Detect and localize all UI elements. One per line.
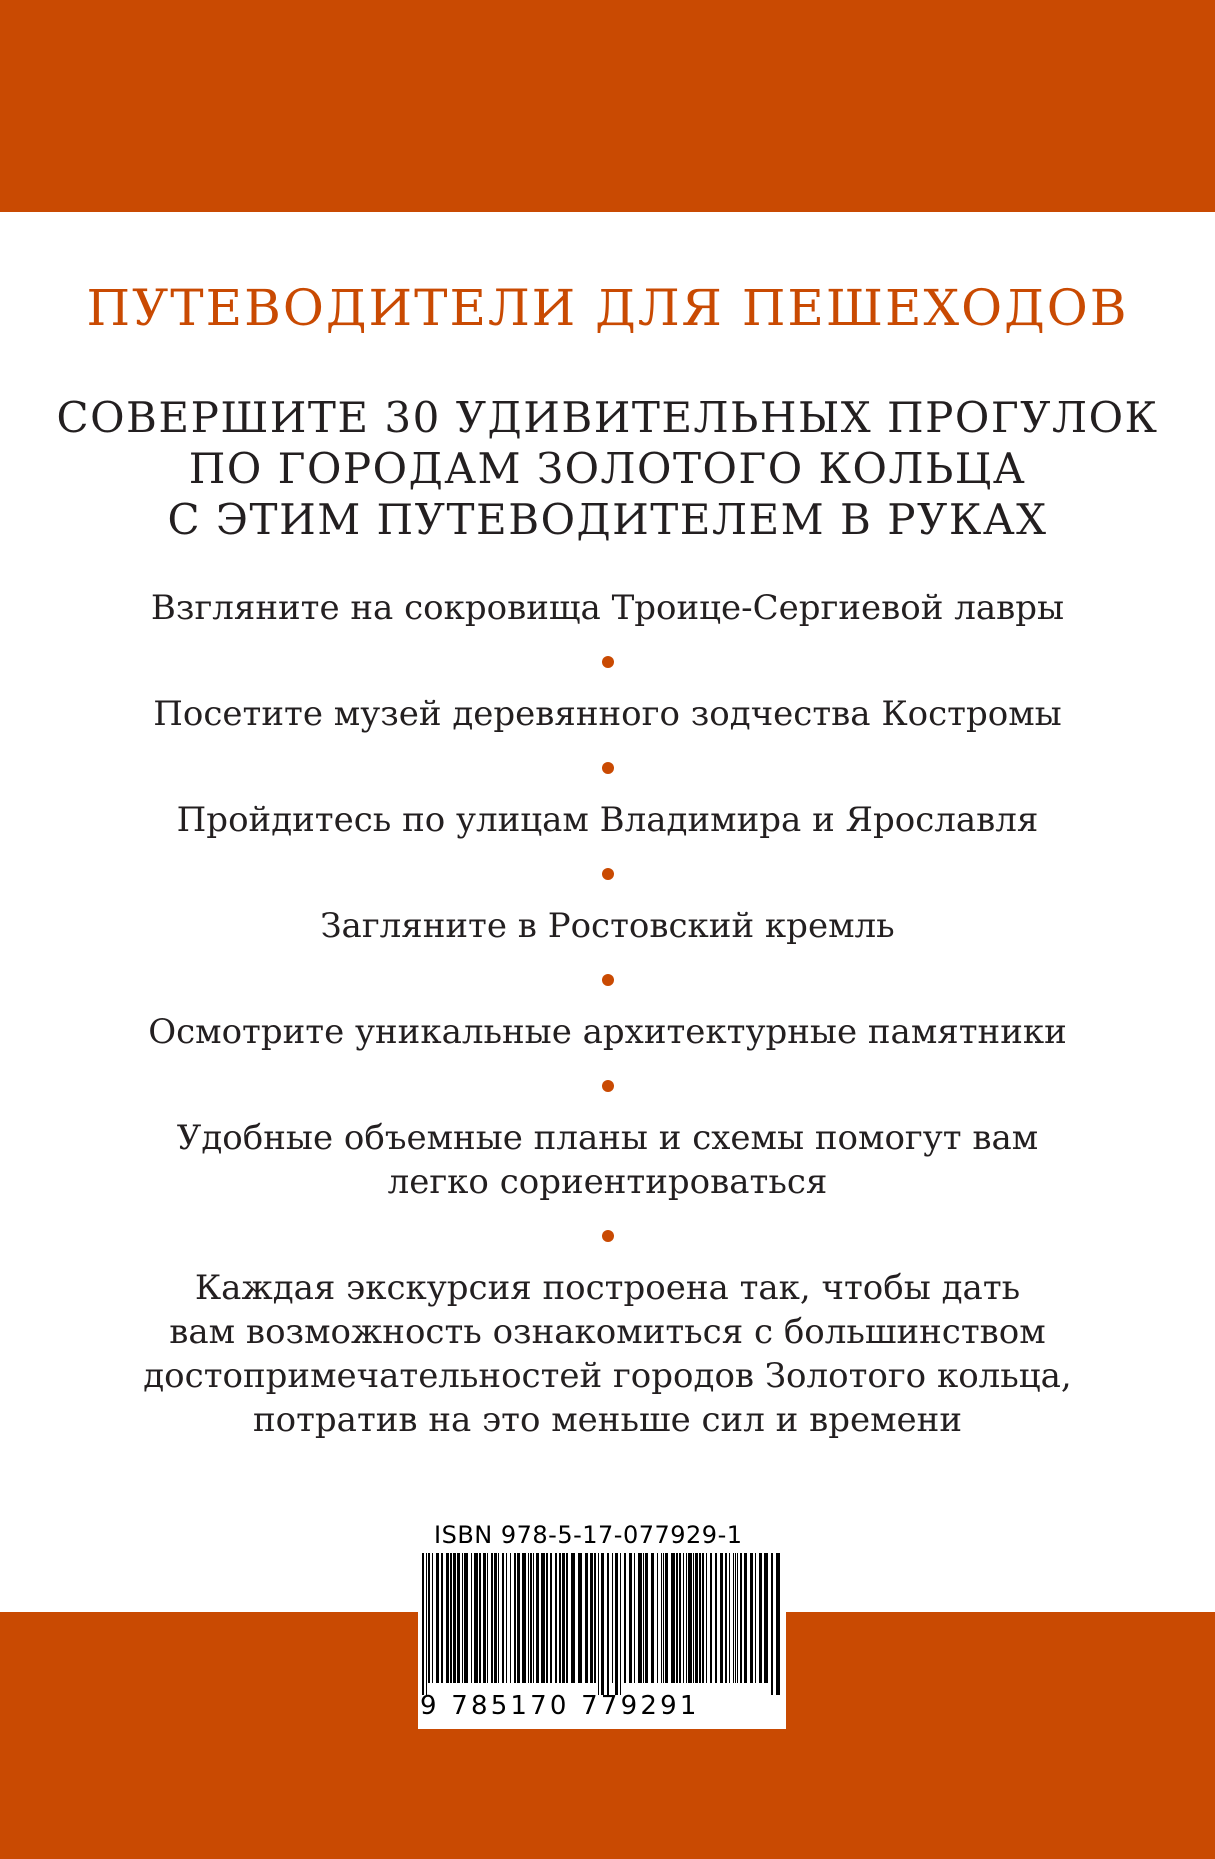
barcode-bar xyxy=(536,1553,539,1683)
barcode-bar xyxy=(643,1553,644,1683)
barcode-bar xyxy=(474,1553,478,1683)
feature-line: вам возможность ознакомиться с большинством xyxy=(169,1312,1046,1352)
bullet-dot xyxy=(602,974,614,986)
feature-item xyxy=(0,1116,1215,1204)
barcode-bar xyxy=(506,1553,507,1683)
barcode-bar xyxy=(483,1553,486,1683)
barcode-bar xyxy=(755,1553,756,1683)
barcode-bar xyxy=(759,1553,762,1683)
barcode-bar xyxy=(462,1553,463,1683)
top-orange-band xyxy=(0,0,1215,212)
barcode-bar xyxy=(441,1553,443,1683)
barcode-bar xyxy=(740,1553,742,1683)
barcode-bar xyxy=(737,1553,738,1683)
barcode-bar xyxy=(629,1553,632,1683)
barcode-bar xyxy=(706,1553,707,1683)
barcode-bar xyxy=(676,1553,678,1683)
barcode-bar xyxy=(578,1553,582,1683)
barcode-bar xyxy=(729,1553,730,1683)
barcode-bar xyxy=(750,1553,753,1683)
barcode-bar xyxy=(634,1553,635,1683)
barcode-bar xyxy=(528,1553,529,1683)
barcode-bar xyxy=(663,1553,664,1683)
barcode-bar xyxy=(683,1553,684,1683)
barcode-bar xyxy=(464,1553,468,1683)
feature-line: Каждая экскурсия построена так, чтобы дать xyxy=(194,1268,1021,1308)
barcode-bar xyxy=(725,1553,727,1683)
barcode-bar xyxy=(562,1553,565,1683)
feature-item xyxy=(0,1266,1215,1442)
barcode-bar xyxy=(771,1553,773,1695)
barcode-bar xyxy=(651,1553,654,1683)
barcode-bar xyxy=(638,1553,642,1683)
barcode-bar xyxy=(432,1553,433,1683)
barcode-bar xyxy=(494,1553,497,1683)
feature-item xyxy=(0,904,1215,948)
isbn-barcode xyxy=(418,1515,786,1729)
barcode-bar xyxy=(735,1553,736,1683)
barcode-bar xyxy=(510,1553,511,1683)
barcode-bar xyxy=(686,1553,687,1683)
barcode-bar xyxy=(450,1553,452,1683)
bullet-dot xyxy=(602,868,614,880)
barcode-bar xyxy=(517,1553,520,1683)
barcode-bar xyxy=(776,1553,780,1695)
feature-item xyxy=(0,798,1215,842)
barcode-bar xyxy=(679,1553,681,1683)
barcode-bar xyxy=(688,1553,692,1683)
bullet-dot xyxy=(602,656,614,668)
barcode-bar xyxy=(715,1553,717,1683)
barcode-bar xyxy=(514,1553,516,1683)
barcode-bar xyxy=(422,1553,424,1695)
tagline-line: ПО ГОРОДАМ ЗОЛОТОГО КОЛЬЦА xyxy=(188,444,1027,493)
barcode-bar xyxy=(764,1553,768,1683)
bullet-dot xyxy=(602,762,614,774)
barcode-bar xyxy=(657,1553,658,1683)
tagline-line: СОВЕРШИТЕ 30 УДИВИТЕЛЬНЫХ ПРОГУЛОК xyxy=(56,393,1159,442)
barcode-bar xyxy=(744,1553,747,1683)
barcode-bar xyxy=(453,1553,456,1683)
barcode-bar xyxy=(645,1553,648,1683)
barcode-bar xyxy=(555,1553,557,1683)
barcode-bar xyxy=(612,1553,613,1683)
barcode-bar xyxy=(710,1553,712,1683)
barcode-bar xyxy=(590,1553,593,1683)
series-heading: ПУТЕВОДИТЕЛИ ДЛЯ ПЕШЕХОДОВ xyxy=(86,279,1129,337)
barcode-bar xyxy=(699,1553,701,1683)
barcode-bar xyxy=(446,1553,449,1683)
barcode-bar xyxy=(594,1553,596,1683)
bullet-dot xyxy=(602,1080,614,1092)
barcode-bar xyxy=(693,1553,694,1683)
feature-line: Удобные объемные планы и схемы помогут вам xyxy=(176,1118,1039,1158)
barcode-bar xyxy=(498,1553,499,1683)
feature-item xyxy=(0,1010,1215,1054)
barcode-bar xyxy=(598,1553,599,1695)
barcode-bar xyxy=(720,1553,723,1683)
barcode-bar xyxy=(546,1553,548,1683)
barcode-bar xyxy=(502,1553,504,1683)
feature-line: Взгляните на сокровища Троице-Сергиевой лавры xyxy=(150,588,1065,628)
barcode-bar xyxy=(559,1553,561,1683)
barcode-bar xyxy=(571,1553,575,1683)
barcode-bar xyxy=(665,1553,668,1683)
barcode-bar xyxy=(479,1553,481,1683)
barcode-bar xyxy=(426,1553,427,1695)
barcode-bar xyxy=(615,1553,618,1695)
barcode-bar xyxy=(601,1553,604,1695)
bullet-dot xyxy=(602,1230,614,1242)
barcode-bar xyxy=(487,1553,488,1683)
barcode-bar xyxy=(428,1553,430,1683)
feature-line: Пройдитесь по улицам Владимира и Ярославля xyxy=(176,800,1039,840)
barcode-bar xyxy=(585,1553,588,1683)
barcode-bar xyxy=(533,1553,534,1683)
feature-line: достопримечательностей городов Золотого кольца, xyxy=(143,1356,1072,1396)
feature-line: Осмотрите уникальные архитектурные памятники xyxy=(148,1012,1067,1052)
barcode-bar xyxy=(457,1553,460,1683)
barcode-bar xyxy=(695,1553,698,1683)
barcode-bar xyxy=(550,1553,552,1683)
barcode-digits: 9 785170 779291 xyxy=(420,1691,700,1721)
tagline-line: С ЭТИМ ПУТЕВОДИТЕЛЕМ В РУКАХ xyxy=(167,495,1048,544)
isbn-label: ISBN 978-5-17-077929-1 xyxy=(434,1521,743,1549)
barcode-bar xyxy=(607,1553,609,1695)
barcode-bar xyxy=(491,1553,493,1683)
feature-line: потратив на это меньше сил и времени xyxy=(252,1400,963,1440)
barcode-bar xyxy=(702,1553,704,1683)
feature-list xyxy=(0,586,1215,1442)
barcode-bar xyxy=(624,1553,626,1683)
tagline xyxy=(0,392,1215,545)
feature-line: Загляните в Ростовский кремль xyxy=(320,906,895,946)
barcode-bar xyxy=(733,1553,734,1683)
barcode-bar xyxy=(522,1553,526,1683)
feature-line: легко сориентироваться xyxy=(387,1162,828,1202)
barcode-bar xyxy=(436,1553,439,1683)
barcode-bar xyxy=(671,1553,675,1683)
feature-item xyxy=(0,692,1215,736)
barcode-bar xyxy=(661,1553,662,1683)
barcode-bar xyxy=(530,1553,532,1683)
barcode-bars xyxy=(418,1553,786,1695)
barcode-bar xyxy=(541,1553,545,1683)
barcode-bar xyxy=(620,1553,621,1695)
feature-line: Посетите музей деревянного зодчества Костромы xyxy=(153,694,1062,734)
barcode-bar xyxy=(471,1553,472,1683)
feature-item xyxy=(0,586,1215,630)
barcode-bar xyxy=(566,1553,568,1683)
